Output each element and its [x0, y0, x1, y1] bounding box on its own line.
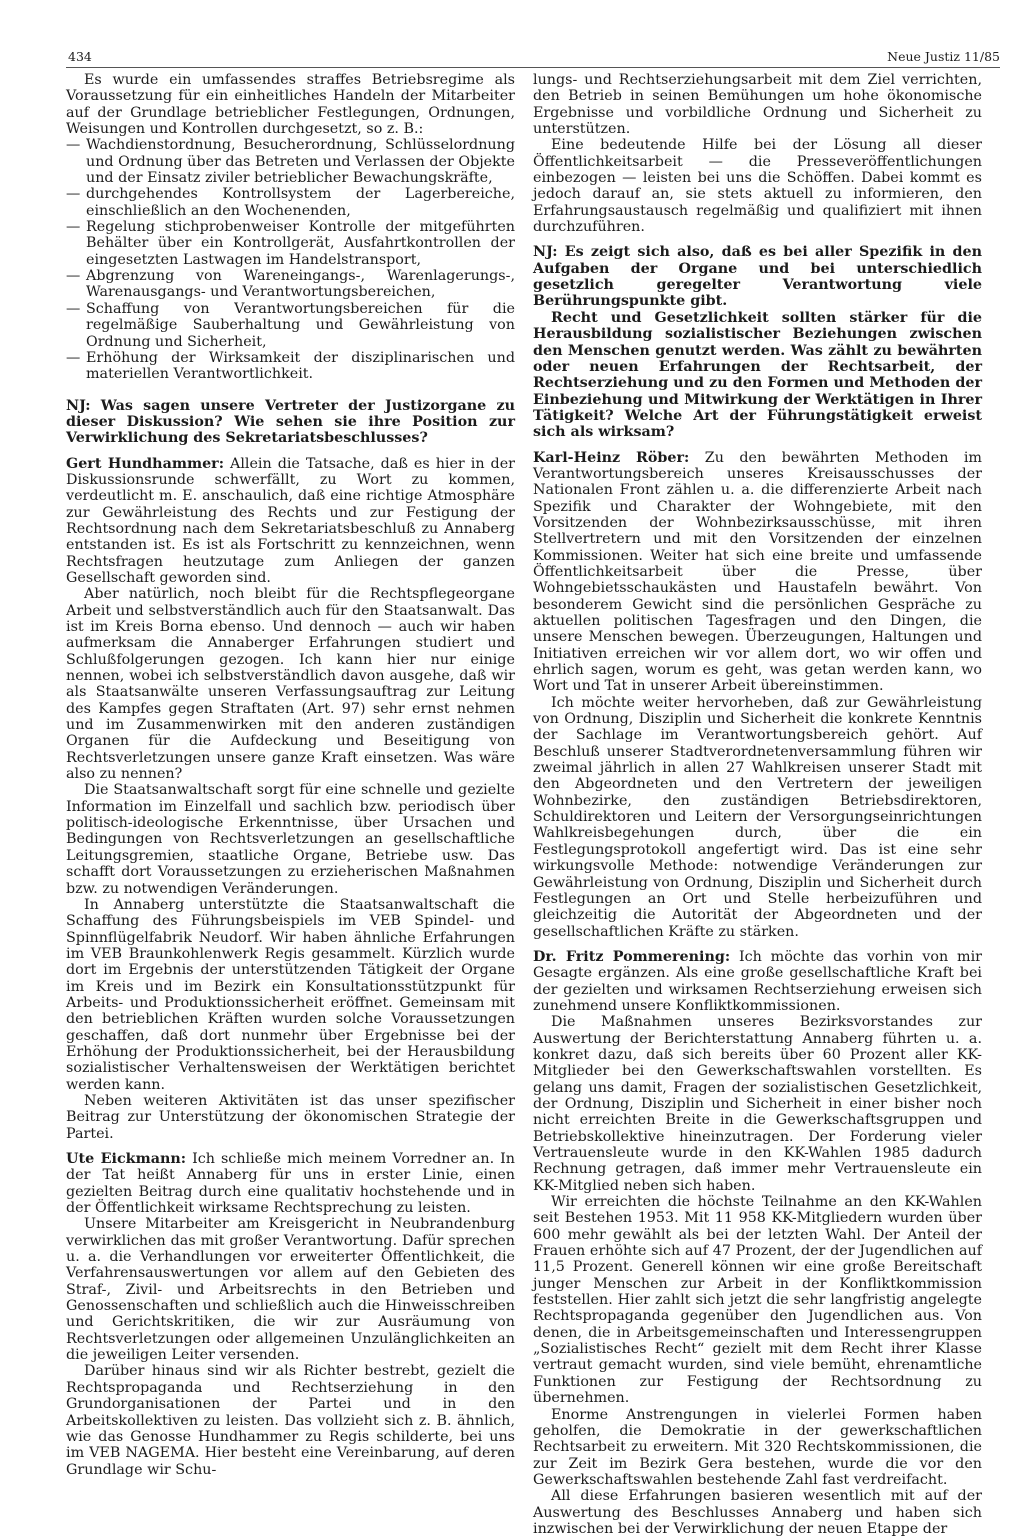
paragraph-text: Ich schließe mich meinem Vorredner an. In der Tat heißt Annaberg für uns in erster Linie, einen gezielten Beitrag durch eine qualitativ hochstehende und in der Öffentlichkeit wirksame Rechtsprechung zu leisten. — [66, 1151, 516, 1217]
intro-paragraph: Es wurde ein umfassendes straffes Betriebsregime als Voraussetzung für ein einheitliches Handeln der Mitarbeiter auf der Grundlage betrieblicher Festlegungen, Ordnungen, Weisungen und Kontrollen durchgesetzt, so z. B.: — [66, 72, 515, 138]
list-item: — Abgrenzung von Wareneingangs-, Warenlagerungs-, Warenausgangs- und Verantwortungsbereichen, — [66, 268, 515, 301]
list-item: — Regelung stichprobenweiser Kontrolle der mitgeführten Behälter über ein Kontrollgerät, Ausfahrtkontrollen der eingesetzten Lastwagen im Handelstransport, — [66, 219, 515, 268]
speaker-name: Karl-Heinz Röber: — [533, 449, 690, 466]
nj-question: NJ: Was sagen unsere Vertreter der Justizorgane zu dieser Diskussion? Wie sehen sie ihre Position zur Verwirklichung des Sekretariatsbeschlusses? — [66, 397, 515, 447]
speaker-name: Ute Eickmann: — [66, 1151, 187, 1167]
eickmann-paragraph — [66, 1151, 515, 1216]
left-column — [66, 72, 515, 1478]
header-rule — [66, 67, 1000, 68]
list-item: — Schaffung von Verantwortungsbereichen für die regelmäßige Sauberhaltung und Gewährleistung von Ordnung und Sicherheit, — [66, 301, 515, 350]
paragraph: In Annaberg unterstützte die Staatsanwaltschaft die Schaffung des Führungsbeispiels im VEB Spindel- und Spinnflügelfabrik Neudorf. Wir haben ähnliche Erfahrungen im VEB Braunkohlenwerk Regis gesammelt. Kürzlich wurde dort im Ergebnis der unterstützenden Tätigkeit der Organe im Kreis und im Bezirk ein Konsultationsstützpunkt für Arbeits- und Produktionssicherheit eröffnet. Gemeinsam mit den betrieblichen Kräften wurden solche Voraussetzungen geschaffen, daß dort nunmehr über Ergebnisse bei der Erhöhung der Produktionssicherheit, bei der Herausbildung sozialistischer Verhaltensweisen der Werktätigen berichtet werden kann. — [66, 896, 515, 1093]
pommerening-paragraph — [533, 949, 982, 1014]
paragraph-text: Ich möchte das vorhin von mir Gesagte ergänzen. Als eine große gesellschaftliche Kraft bei der gezielten und wirksamen Rechtserziehung erweisen sich zunehmend unsere Konfliktkommissionen. — [533, 948, 983, 1014]
paragraph-text: Zu den bewährten Methoden im Verantwortungsbereich unseres Kreisausschusses der Nationalen Front zählen u. a. die differenzierte Arbeit nach Spezifik und Charakter der Wohngebiete, mit den Vorsitzenden der Wohnbezirksausschüsse, mit ihren Stellvertretern und mit den Vorsitzenden der einzelnen Kommissionen. Weiter hat sich eine breite und umfassende Öffentlichkeitsarbeit über die Presse, über Wohngebietsschaukästen und Haustafeln bewährt. Von besonderem Gewicht sind die persönlichen Gespräche zu aktuellen politischen Tagesfragen und den Dingen, die unsere Menschen bewegen. Überzeugungen, Haltungen und Initiativen erreichen wir vor allem dort, wo wir offen und ehrlich sagen, worum es geht, was getan werden kann, wo Wort und Tat in unserer Arbeit übereinstimmen. — [533, 449, 982, 695]
paragraph: Ich möchte weiter hervorheben, daß zur Gewährleistung von Ordnung, Disziplin und Sicherheit die konkrete Kenntnis der Sachlage im Verantwortungsbereich gehört. Auf Beschluß unserer Stadtverordnetenversammlung führen wir zweimal jährlich in allen 27 Wahlkreisen unserer Stadt mit den Abgeordneten und den Vertretern der jeweiligen Wohnbezirke, den zuständigen Betriebsdirektoren, Schuldirektoren und Leitern der Versorgungseinrichtungen Wahlkreisbegehungen durch, über die ein Festlegungsprotokoll angefertigt wird. Das ist eine sehr wirkungsvolle Methode: notwendige Veränderungen zur Gewährleistung von Ordnung, Disziplin und Sicherheit durch Festlegungen an Ort und Stelle herbeizuführen und gleichzeitig die Autorität der Abgeordneten und der gesellschaftlichen Kräfte zu stärken. — [533, 694, 982, 940]
nj-question: Recht und Gesetzlichkeit sollten stärker für die Herausbildung sozialistischer Beziehungen zwischen den Menschen genutzt werden. Was zählt zu bewährten oder neuen Erfahrungen der Rechtsarbeit, der Rechtserziehung und zu den Formen und Methoden der Einbeziehung und Mitwirkung der Werktätigen in Ihrer Tätigkeit? Welche Art der Führungstätigkeit erweist sich als wirksam? — [533, 309, 982, 441]
right-column — [533, 72, 982, 1537]
paragraph: Neben weiteren Aktivitäten ist das unser spezifischer Beitrag zur Unterstützung der ökonomischen Strategie der Partei. — [66, 1092, 515, 1142]
hundhammer-paragraph — [66, 456, 515, 587]
journal-issue: Neue Justiz 11/85 — [887, 49, 1000, 64]
paragraph: lungs- und Rechtserziehungsarbeit mit dem Ziel verrichten, den Betrieb in seinen Bemühungen um hohe ökonomische Ergebnisse und vorbildliche Ordnung und Sicherheit zu unterstützen. — [533, 72, 982, 138]
list-item: — Wachdienstordnung, Besucherordnung, Schlüsselordnung und Ordnung über das Betreten und Verlassen der Objekte und der Einsatz ziviler betrieblicher Bewachungskräfte, — [66, 137, 515, 186]
paragraph: Aber natürlich, noch bleibt für die Rechtspflegeorgane Arbeit und selbstverständlich auch für den Staatsanwalt. Das ist im Kreis Borna ebenso. Und dennoch — auch wir haben aufmerksam die Annaberger Erfahrungen studiert und Schlußfolgerungen gezogen. Ich kann hier nur einige nennen, wobei ich selbstverständlich davon ausgehe, daß wir als Staatsanwälte unseren Verfassungsauftrag zur Leitung des Kampfes gegen Straftaten (Art. 97) sehr ernst nehmen und im Zusammenwirken mit den anderen zuständigen Organen für die Aufdeckung und Beseitigung von Rechtsverletzungen unsere ganze Kraft einsetzen. Was wäre also zu nennen? — [66, 586, 515, 783]
paragraph: Die Maßnahmen unseres Bezirksvorstandes zur Auswertung der Berichterstattung Annaberg führten u. a. konkret dazu, daß sich bereits über 60 Prozent aller KK-Mitglieder bei den Gewerkschaftswahlen vorstellten. Es gelang uns damit, Fragen der sozialistischen Gesetzlichkeit, der Ordnung, Disziplin und Sicherheit in einer bisher noch nicht erreichten Breite in die Gewerkschaftsgruppen und Betriebskollektive hineinzutragen. Der Forderung vieler Vertrauensleute wurde in den KK-Wahlen 1985 dadurch Rechnung getragen, daß immer mehr Vertrauensleute ein KK-Mitglied neben sich haben. — [533, 1014, 982, 1194]
paragraph-text: Allein die Tatsache, daß es hier in der Diskussionsrunde schwerfällt, zu Wort zu kommen, verdeutlicht m. E. anschaulich, daß eine richtige Atmosphäre zur Gewährleistung des Rechts und zur Festigung der Rechtsordnung nach dem Sekretariatsbeschluß zu Annaberg entstanden ist. Es ist als Fortschritt zu kennzeichnen, wenn Rechtsfragen heutzutage zum Anliegen der ganzen Gesellschaft geworden sind. — [66, 455, 515, 586]
page-number: 434 — [68, 49, 92, 64]
speaker-name: Gert Hundhammer: — [66, 455, 224, 472]
list-item: — durchgehendes Kontrollsystem der Lagerbereiche, einschließlich an den Wochenenden, — [66, 186, 515, 219]
measures-list — [66, 137, 515, 382]
list-item: — Erhöhung der Wirksamkeit der disziplinarischen und materiellen Verantwortlichkeit. — [66, 350, 515, 383]
roeber-paragraph — [533, 450, 982, 695]
paragraph: Enorme Anstrengungen in vielerlei Formen haben geholfen, die Demokratie in der gewerkschaftlichen Rechtsarbeit zu erweitern. Mit 320 Rechtskommissionen, die zur Zeit im Bezirk Gera bestehen, wurde die vor den Gewerkschaftswahlen bestehende Zahl fast verdreifacht. — [533, 1406, 982, 1488]
nj-question: NJ: Es zeigt sich also, daß es bei aller Spezifik in den Aufgaben der Organe und bei unterschiedlich gesetzlich geregelter Verantwortung viele Berührungspunkte gibt. — [533, 244, 982, 310]
paragraph: Wir erreichten die höchste Teilnahme an den KK-Wahlen seit Bestehen 1953. Mit 11 958 KK-Mitgliedern wurden über 600 mehr gewählt als bei der letzten Wahl. Der Anteil der Frauen erhöhte sich auf 47 Prozent, der der Jugendlichen auf 11,5 Prozent. Generell können wir eine große Bereitschaft junger Menschen zur Arbeit in der Konfliktkommission feststellen. Hier zahlt sich jetzt die sehr langfristig angelegte Rechtspropaganda gegenüber den Jugendlichen aus. Von denen, die in Arbeitsgemeinschaften und Interessengruppen „Sozialistisches Recht“ gezielt mit dem Recht ihrer Klasse vertraut gemacht wurden, sind viele bemüht, ehrenamtliche Funktionen zur Festigung der Rechtsordnung zu übernehmen. — [533, 1194, 982, 1407]
paragraph: Unsere Mitarbeiter am Kreisgericht in Neubrandenburg verwirklichen das mit großer Verantwortung. Dafür sprechen u. a. die Verhandlungen vor erweiterter Öffentlichkeit, die Verfahrensauswertungen vor allem auf den Gebieten des Straf-, Zivil- und Arbeitsrechts in den Betrieben und Genossenschaften und schließlich auch die Hinweisschreiben und Gerichtskritiken, die wir zur Ausräumung von Rechtsverletzungen oder allgemeinen Unzulänglichkeiten an die jeweiligen Leiter versenden. — [66, 1216, 515, 1364]
paragraph: All diese Erfahrungen basieren wesentlich mit auf der Auswertung des Beschlusses Annaberg und haben sich inzwischen bei der Verwirklichung der neuen Etappe der — [533, 1488, 982, 1537]
paragraph: Eine bedeutende Hilfe bei der Lösung all dieser Öffentlichkeitsarbeit — die Presseveröffentlichungen einbezogen — leisten bei uns die Schöffen. Dabei kommt es jedoch darauf an, sie stets aktuell zu informieren, den Erfahrungsaustausch regelmäßig und qualifiziert mit ihnen durchzuführen. — [533, 137, 982, 236]
paragraph: Darüber hinaus sind wir als Richter bestrebt, gezielt die Rechtspropaganda und Rechtserziehung in den Grundorganisationen der Partei und in den Arbeitskollektiven zu leisten. Das vollzieht sich z. B. ähnlich, wie das Genosse Hundhammer zu Regis schilderte, bei uns im VEB NAGEMA. Hier besteht eine Vereinbarung, auf deren Grundlage wir Schu- — [66, 1363, 515, 1478]
speaker-name: Dr. Fritz Pommerening: — [533, 948, 731, 965]
paragraph: Die Staatsanwaltschaft sorgt für eine schnelle und gezielte Information im Einzelfall und sachlich bzw. periodisch über politisch-ideologische Erkenntnisse, über Ursachen und Bedingungen von Rechtsverletzungen an gesellschaftliche Leitungsgremien, staatliche Organe, Betriebe usw. Das schafft dort Voraussetzungen zu erzieherischen Maßnahmen bzw. zu notwendigen Veränderungen. — [66, 782, 515, 897]
